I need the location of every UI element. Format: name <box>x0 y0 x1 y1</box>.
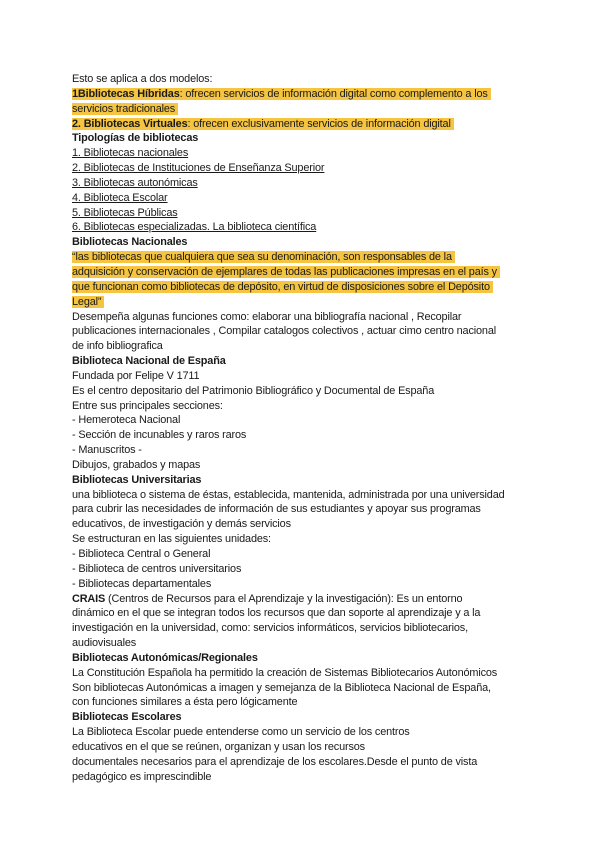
body-line: educativos, de investigación y demás servicios <box>72 518 291 531</box>
model-number: 2. <box>72 117 81 130</box>
list-item: - Biblioteca de centros universitarios <box>72 562 242 575</box>
list-item: - Sección de incunables y raros raros <box>72 429 247 442</box>
model-desc-cont: servicios tradicionales <box>72 103 178 115</box>
section-heading-universitarias: Bibliotecas Universitarias <box>72 473 202 486</box>
body-line: La Biblioteca Escolar puede entenderse como un servicio de los centros <box>72 726 410 739</box>
body-line: publicaciones internacionales , Compilar catalogos colectivos , actuar cimo centro nacional <box>72 325 497 338</box>
typology-link-superior[interactable]: 2. Bibliotecas de Instituciones de Enseñanza Superior <box>72 162 325 175</box>
highlighted-quote-line: Legal” <box>72 296 104 308</box>
typology-link-escolar[interactable]: 4. Biblioteca Escolar <box>72 191 168 204</box>
list-item: - Biblioteca Central o General <box>72 548 211 560</box>
crais-label: CRAIS <box>72 592 106 605</box>
highlighted-quote-line: que funcionan como bibliotecas de depósito, en virtud de disposiciones sobre el Depósito <box>72 281 493 293</box>
body-line: Es el centro depositario del Patrimonio Bibliográfico y Documental de España <box>72 384 435 397</box>
model-number: 1 <box>72 87 78 100</box>
body-line: pedagógico es imprescindible <box>72 770 212 783</box>
typology-link-especializadas[interactable]: 6. Bibliotecas especializadas. La biblioteca científica <box>72 221 317 234</box>
crais-line <box>72 592 532 607</box>
body-line: para cubrir las necesidades de información de sus estudiantes y apoyar sus programas <box>72 503 481 516</box>
model-desc: : ofrecen exclusivamente servicios de información digital <box>187 117 451 130</box>
model-virtuales <box>72 117 532 132</box>
list-item: - Hemeroteca Nacional <box>72 414 181 427</box>
list-item: - Manuscritos - <box>72 444 142 457</box>
section-heading-bne: Biblioteca Nacional de España <box>72 355 226 368</box>
list-item: Dibujos, grabados y mapas <box>72 458 201 471</box>
body-line: Desempeña algunas funciones como: elaborar una bibliografía nacional , Recopilar <box>72 310 462 323</box>
highlighted-quote-line: adquisición y conservación de ejemplares de todas las publicaciones impresas en el país y <box>72 266 500 278</box>
body-line: La Constitución Española ha permitido la creación de Sistemas Bibliotecarios Autonómicos <box>72 666 498 679</box>
body-line: Se estructuran en las siguientes unidades: <box>72 533 271 546</box>
section-heading-nacionales: Bibliotecas Nacionales <box>72 236 188 249</box>
document-page <box>72 72 532 785</box>
highlighted-quote-line: “las bibliotecas que cualquiera que sea su denominación, son responsables de la <box>72 251 455 263</box>
body-line: dinámico en el que se integran todos los recursos que dan soporte al aprendizaje y a la <box>72 607 481 620</box>
model-desc: : ofrecen servicios de información digital como complemento a los <box>179 87 488 100</box>
body-line: Fundada por Felipe V 1711 <box>72 369 200 382</box>
crais-desc: (Centros de Recursos para el Aprendizaje y la investigación): Es un entorno <box>105 592 463 605</box>
body-line: con funciones similares a ésta pero lógicamente <box>72 696 298 709</box>
list-item: - Bibliotecas departamentales <box>72 577 212 590</box>
body-line: de info bibliografica <box>72 340 163 353</box>
body-line: educativos en el que se reúnen, organizan y usan los recursos <box>72 740 365 753</box>
body-line: investigación en la universidad, como: servicios informáticos, servicios bibliotecarios, <box>72 622 468 635</box>
section-heading-escolares: Bibliotecas Escolares <box>72 711 182 724</box>
model-name: Bibliotecas Virtuales <box>83 117 188 130</box>
model-name: Bibliotecas Híbridas <box>77 87 180 100</box>
section-heading-autonomicas: Bibliotecas Autonómicas/Regionales <box>72 651 258 664</box>
body-line: Entre sus principales secciones: <box>72 399 223 412</box>
intro-text: Esto se aplica a dos modelos: <box>72 73 213 85</box>
typology-link-nacionales[interactable]: 1. Bibliotecas nacionales <box>72 147 189 160</box>
body-line: documentales necesarios para el aprendizaje de los escolares.Desde el punto de vista <box>72 755 478 768</box>
body-line: audiovisuales <box>72 637 137 650</box>
typology-link-publicas[interactable]: 5. Bibliotecas Públicas <box>72 206 178 219</box>
typologies-heading: Tipologías de bibliotecas <box>72 132 199 145</box>
typology-link-autonomicas[interactable]: 3. Bibliotecas autonómicas <box>72 176 198 189</box>
body-line: una biblioteca o sistema de éstas, establecida, mantenida, administrada por una universidad <box>72 488 505 501</box>
body-line: Son bibliotecas Autonómicas a imagen y semejanza de la Biblioteca Nacional de España, <box>72 681 491 694</box>
model-hibridas <box>72 87 532 102</box>
